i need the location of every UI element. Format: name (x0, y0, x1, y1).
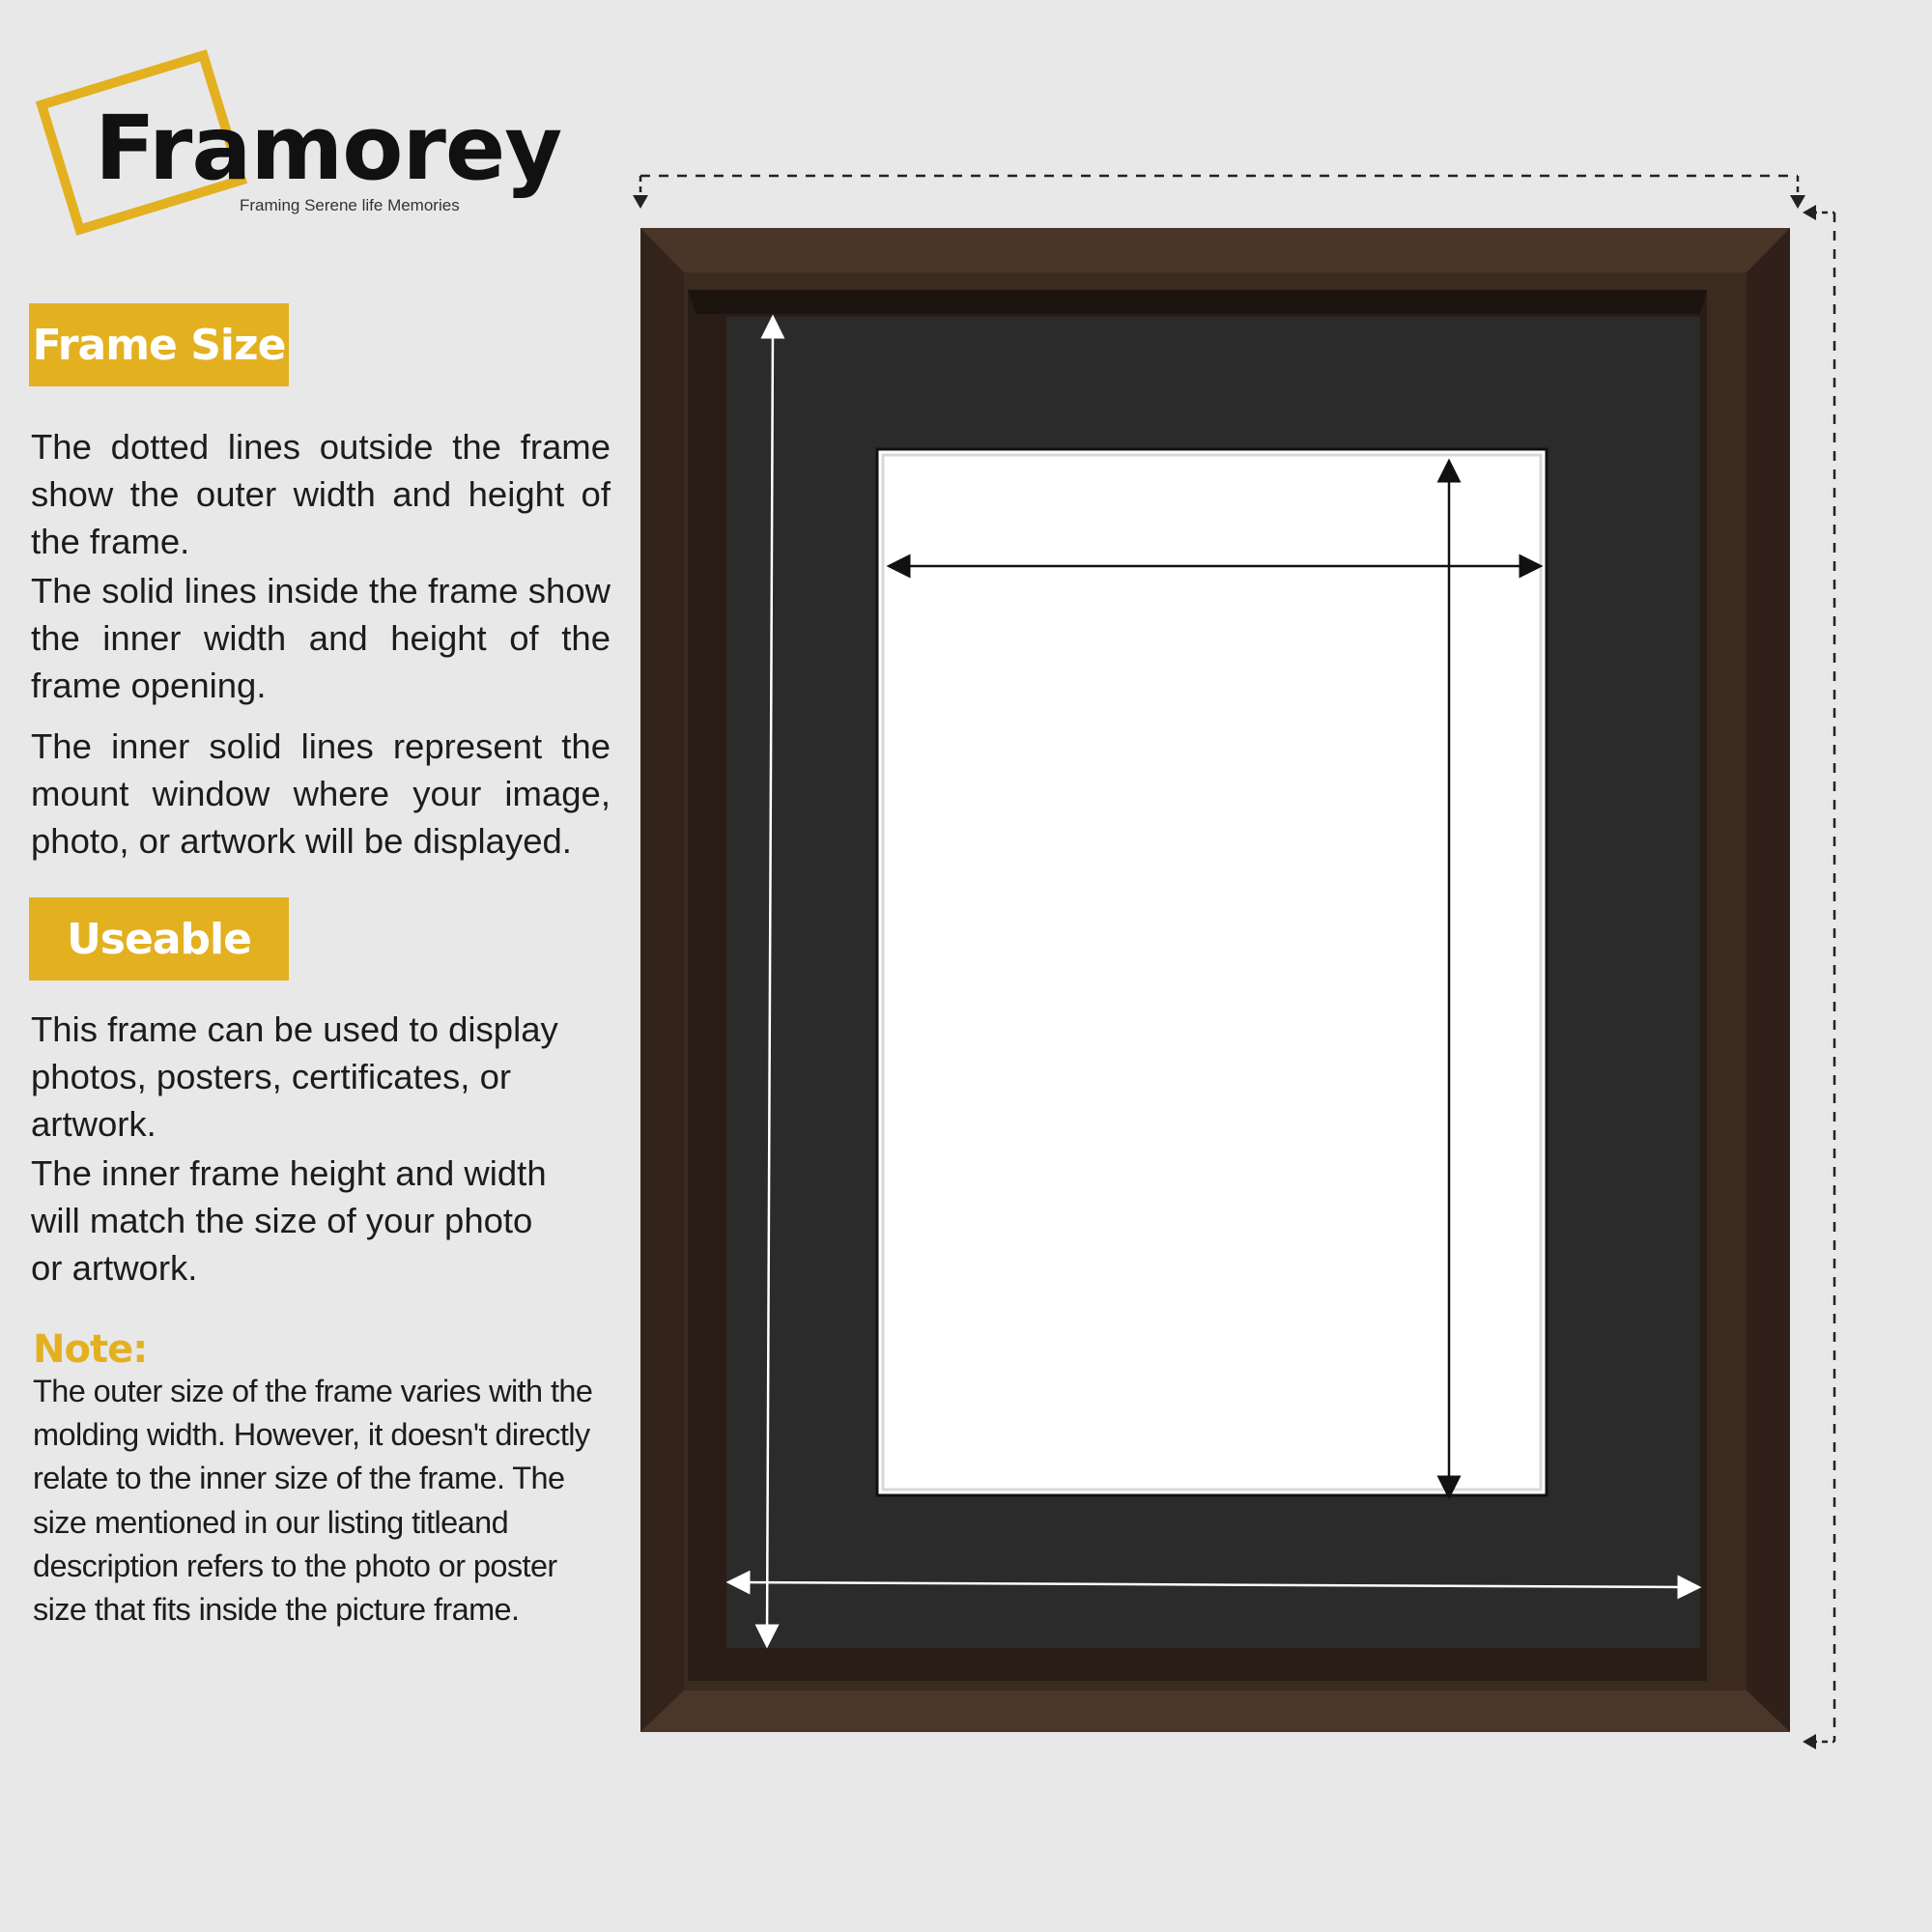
frame-inner-lip (688, 290, 1707, 1681)
outer-width-arrow-right (1790, 195, 1805, 209)
frame-size-heading: Frame Size (29, 303, 289, 386)
frame-opening-width-line (738, 1582, 1690, 1587)
frame-size-paragraph-3: The inner solid lines represent the mount window where your image, photo, or artwork will be displayed. (31, 726, 611, 861)
frame-bevel-right (1747, 228, 1790, 1732)
frame-molding (640, 228, 1790, 1732)
useable-heading: Useable (29, 897, 289, 980)
brand-tagline: Framing Serene life Memories (240, 196, 460, 214)
frame-size-paragraph-2: The solid lines inside the frame show the inner width and height of the frame opening. (31, 571, 611, 705)
frame-size-paragraph-1: The dotted lines outside the frame show the outer width and height of the frame. (31, 427, 611, 561)
frame-bevel-top (640, 228, 1790, 272)
brand-name: Framorey (95, 97, 562, 200)
outer-height-arrow-bottom (1803, 1734, 1816, 1749)
frame-opening-height-line (767, 327, 773, 1636)
note-heading: Note: (33, 1327, 148, 1372)
mount-window (877, 449, 1547, 1495)
note-body: The outer size of the frame varies with the molding width. However, it doesn't directly relate to the inner size of the frame. The size mentioned in our listing titleand description refers to the photo or poster size that fits inside the picture frame. (33, 1374, 593, 1628)
frame-bevel-left (640, 228, 684, 1732)
brand-logo (39, 53, 562, 256)
useable-paragraph-2: The inner frame height and width will match the size of your photo or artwork. (31, 1153, 547, 1288)
frame-bevel-bottom (640, 1690, 1790, 1732)
mount-board (726, 317, 1700, 1648)
frame-lip-shadow (688, 290, 1707, 314)
useable-paragraph-1: This frame can be used to display photos, posters, certificates, or artwork. (31, 1009, 558, 1144)
outer-width-arrow-left (633, 195, 648, 209)
outer-height-arrow-top (1803, 205, 1816, 220)
mount-window-bevel (883, 455, 1541, 1490)
